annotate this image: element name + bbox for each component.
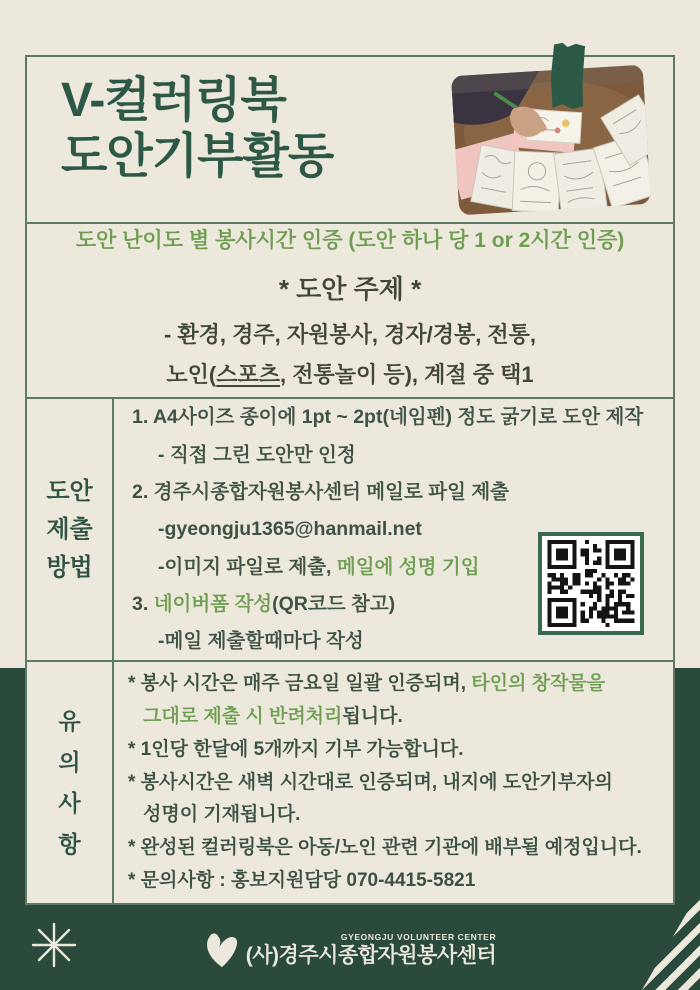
text-segment: 2. 경주시종합자원봉사센터 메일로 파일 제출 bbox=[132, 480, 509, 503]
text-line bbox=[128, 771, 665, 795]
info-row bbox=[27, 224, 673, 399]
design-topic-line-1: - 환경, 경주, 자원봉사, 경자/경봉, 전통, bbox=[163, 321, 537, 347]
text-segment: , 전통놀이 등), 계절 중 택1 bbox=[279, 361, 534, 387]
text-segment: * 봉사시간은 새벽 시간대로 인증되며, 내지에 도안기부자의 bbox=[128, 771, 613, 793]
text-segment: 그대로 제출 시 반려처리 bbox=[143, 706, 343, 728]
text-segment: * 1인당 한달에 5개까지 기부 가능합니다. bbox=[128, 738, 464, 760]
text-segment: -gyeongju1365@hanmail.net bbox=[158, 518, 422, 541]
text-segment: 메일에 성명 기입 bbox=[336, 555, 480, 578]
org-name-kr: (사)경주시종합자원봉사센터 bbox=[245, 943, 497, 967]
text-line bbox=[128, 803, 665, 827]
label-character: 유 bbox=[58, 707, 81, 734]
activity-photo-illustration bbox=[451, 64, 651, 215]
text-segment: - 직접 그린 도안만 인정 bbox=[158, 443, 356, 466]
text-segment: 노인( bbox=[166, 361, 217, 387]
title-line-1: V-컬러링북 bbox=[61, 74, 286, 127]
heart-v-logo-icon bbox=[204, 930, 240, 970]
text-line bbox=[128, 738, 665, 762]
label-character: 방법 bbox=[46, 553, 93, 581]
submission-label bbox=[27, 399, 114, 660]
text-line bbox=[132, 480, 673, 504]
text-line bbox=[128, 836, 665, 860]
text-segment: -메일 제출할때마다 작성 bbox=[158, 630, 364, 653]
poster-title bbox=[61, 73, 333, 185]
design-topic-line-2 bbox=[166, 358, 533, 389]
notes-label bbox=[27, 662, 114, 903]
org-text bbox=[246, 933, 496, 967]
label-character: 제출 bbox=[46, 515, 93, 543]
notes-content bbox=[112, 662, 673, 903]
text-segment: * 문의사항 : 홍보지원담당 070-4415-5821 bbox=[128, 869, 476, 891]
text-segment: -이미지 파일로 제출, bbox=[158, 555, 337, 578]
activity-photo bbox=[451, 64, 651, 215]
text-segment: 1. A4사이즈 종이에 1pt ~ 2pt(네임펜) 정도 굵기로 도안 제작 bbox=[132, 406, 644, 429]
text-line bbox=[128, 672, 665, 696]
text-line bbox=[128, 705, 665, 729]
org-name-en: GYEONGJU VOLUNTEER CENTER bbox=[340, 932, 497, 943]
text-line bbox=[132, 443, 673, 467]
label-character: 사 bbox=[58, 789, 81, 816]
text-segment: 됩니다. bbox=[342, 706, 403, 728]
text-segment: 3. bbox=[132, 593, 154, 616]
label-character: 의 bbox=[58, 748, 81, 775]
sparkle-icon bbox=[30, 921, 78, 969]
text-segment: 스포츠 bbox=[216, 361, 280, 387]
notes-row bbox=[27, 662, 673, 903]
text-line bbox=[132, 405, 673, 429]
tape-decoration bbox=[550, 42, 585, 109]
footer bbox=[0, 930, 700, 970]
text-segment: * 봉사 시간은 매주 금요일 일괄 인증되며, bbox=[128, 673, 472, 695]
text-segment: 타인의 창작물을 bbox=[471, 673, 606, 695]
text-line bbox=[128, 869, 665, 893]
text-segment: * 완성된 컬러링북은 아동/노인 관련 기관에 배부될 예정입니다. bbox=[128, 837, 642, 859]
qr-code bbox=[538, 532, 644, 635]
title-line-2: 도안기부활동 bbox=[61, 130, 334, 184]
label-character: 도안 bbox=[46, 477, 93, 505]
design-topic-title: * 도안 주제 * bbox=[278, 273, 422, 304]
certification-line: 도안 난이도 별 봉사시간 인증 (도안 하나 당 1 or 2시간 인증) bbox=[75, 228, 625, 252]
text-segment: 성명이 기재됩니다. bbox=[143, 804, 301, 826]
label-character: 항 bbox=[58, 830, 81, 857]
text-segment: (QR코드 참고) bbox=[272, 593, 396, 616]
text-segment: 네이버폼 작성 bbox=[153, 593, 273, 616]
